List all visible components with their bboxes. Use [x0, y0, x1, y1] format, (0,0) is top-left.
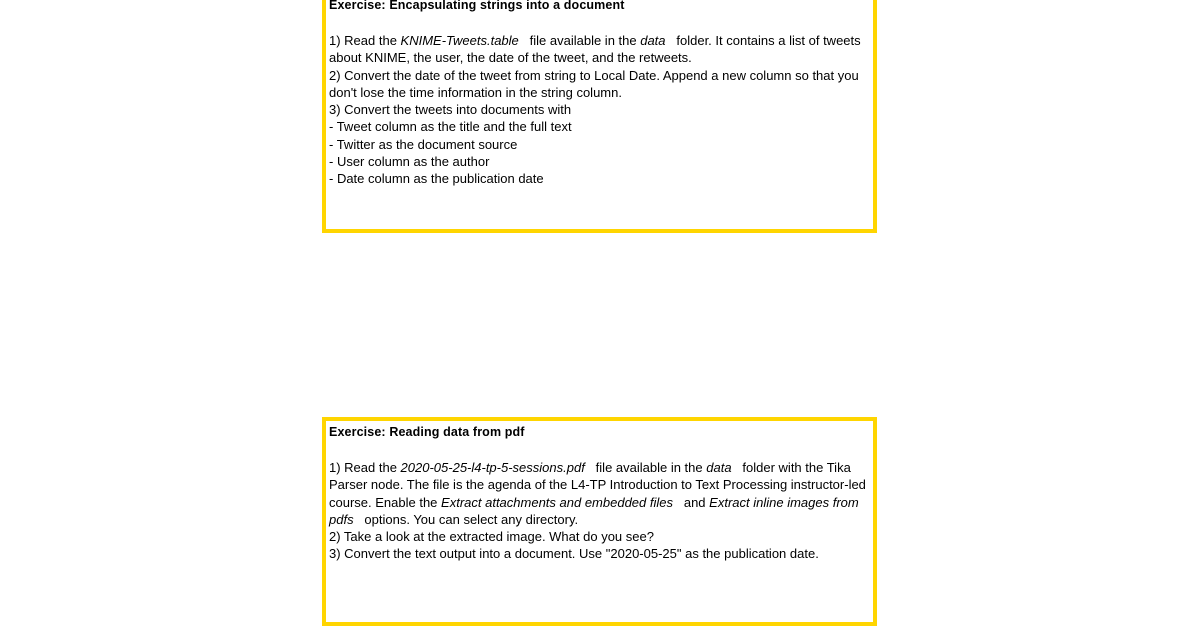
body-text: folder with the Tika Parser node. The file is the agenda of the L4-TP Introduction to Text Processing instructor-led course. Enable the: [329, 460, 866, 510]
body-text: - User column as the author: [329, 154, 490, 170]
body-text: 2) Convert the date of the tweet from string to Local Date. Append a new column so that you don't lose the time information in the string column.: [329, 67, 859, 100]
body-text: - Tweet column as the title and the full text: [329, 119, 572, 135]
body-text: folder. It contains a list of tweets about KNIME, the user, the date of the tweet, and the retweets.: [329, 33, 861, 66]
body-text: and: [680, 494, 710, 510]
emphasis-text: Extract inline images from pdfs: [329, 494, 859, 527]
exercise-box-encapsulating-strings: [322, 0, 877, 233]
exercise-line: [329, 170, 869, 187]
exercise-line: [329, 67, 869, 102]
emphasis-text: KNIME-Tweets.table: [400, 33, 519, 48]
emphasis-text: data: [706, 460, 732, 475]
exercise-line: [329, 101, 869, 118]
exercise-line: [329, 545, 869, 562]
body-text: 2) Take a look at the extracted image. What do you see?: [329, 529, 654, 545]
body-text: 3) Convert the text output into a document. Use "2020-05-25" as the publication date.: [329, 546, 819, 562]
exercise-body: [329, 32, 869, 188]
exercise-body: [329, 459, 869, 563]
body-text: file available in the: [526, 33, 641, 48]
body-text: file available in the: [592, 460, 707, 475]
body-text: - Twitter as the document source: [329, 136, 518, 152]
emphasis-text: 2020-05-25-l4-tp-5-sessions.pdf: [400, 460, 585, 475]
exercise-line: [329, 459, 869, 528]
body-text: 1) Read the: [329, 33, 401, 48]
exercise-title: Exercise: Encapsulating strings into a document: [329, 0, 625, 12]
emphasis-text: data: [640, 33, 666, 48]
emphasis-text: Extract attachments and embedded files: [441, 494, 673, 510]
exercise-box-reading-data-from-pdf: [322, 417, 877, 626]
exercise-line: [329, 136, 869, 153]
exercise-line: [329, 32, 869, 67]
body-text: 1) Read the: [329, 460, 401, 475]
body-text: 3) Convert the tweets into documents with: [329, 102, 572, 118]
exercise-title: Exercise: Reading data from pdf: [329, 425, 525, 439]
exercise-line: [329, 153, 869, 170]
body-text: - Date column as the publication date: [329, 171, 544, 187]
body-text: options. You can select any directory.: [360, 511, 579, 527]
exercise-line: [329, 118, 869, 135]
exercise-line: [329, 528, 869, 545]
